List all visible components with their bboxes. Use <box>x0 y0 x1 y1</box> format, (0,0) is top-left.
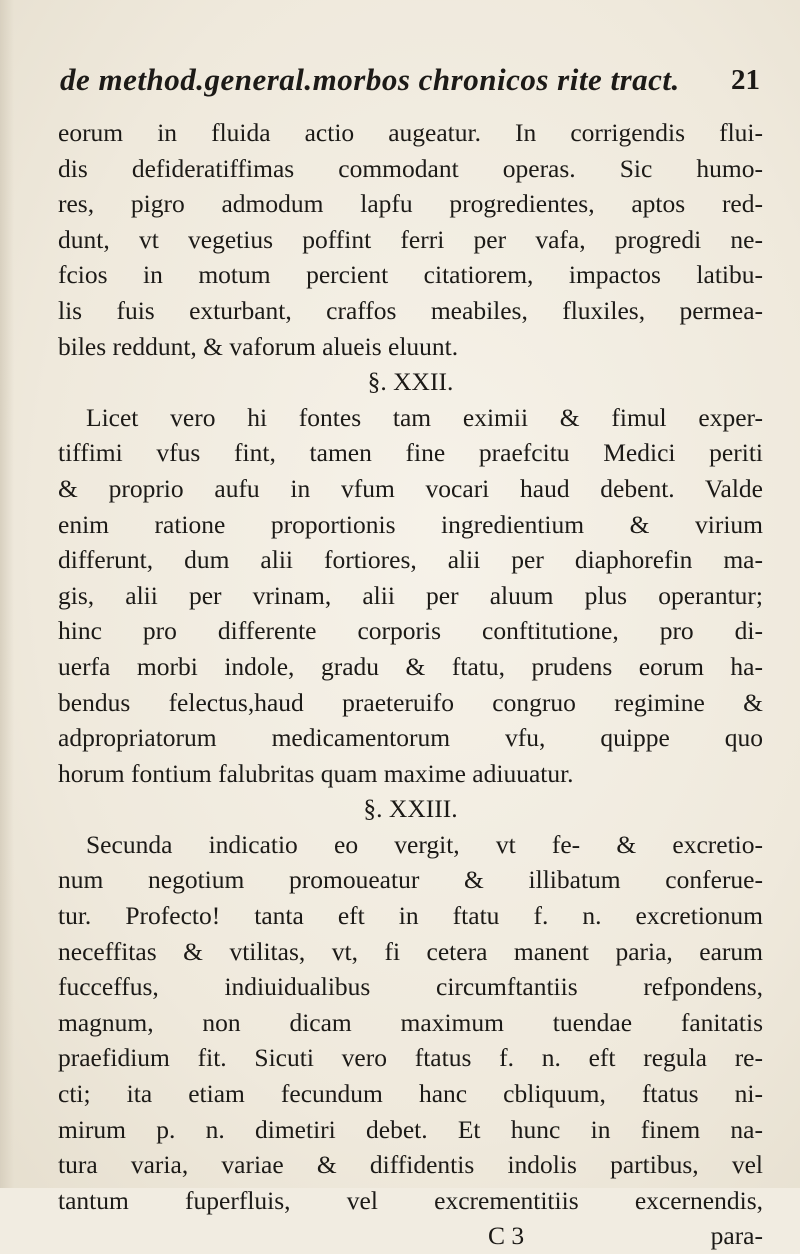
text-line: fcios in motum percient citatiorem, impactos latibu- <box>58 260 763 290</box>
text-line: adpropriatorum medicamentorum vfu, quippe quo <box>58 723 763 753</box>
text-line: cti; ita etiam fecundum hanc cbliquum, ftatus ni- <box>58 1079 763 1109</box>
paragraph-first-line: Licet vero hi fontes tam eximii & fimul exper- <box>86 402 763 432</box>
text-line: dunt, vt vegetius poffint ferri per vafa, progredi ne- <box>58 224 763 254</box>
text-line: mirum p. n. dimetiri debet. Et hunc in finem na- <box>58 1114 763 1144</box>
text-line: tiffimi vfus fint, tamen fine praefcitu Medici periti <box>58 438 763 468</box>
text-line: gis, alii per vrinam, alii per aluum plus operantur; <box>58 580 763 610</box>
page-footer <box>58 1218 763 1254</box>
text-line: praefidium fit. Sicuti vero ftatus f. n. eft regula re- <box>58 1043 763 1073</box>
text-line: & proprio aufu in vfum vocari haud debent. Valde <box>58 473 763 503</box>
text-line: fucceffus, indiuidualibus circumftantiis refpondens, <box>58 972 763 1002</box>
paragraph-first-line: Secunda indicatio eo vergit, vt fe- & excretio- <box>86 829 763 859</box>
running-head <box>60 62 760 106</box>
signature-mark: C 3 <box>488 1221 525 1251</box>
text-line: num negotium promoueatur & illibatum conferue- <box>58 865 763 895</box>
text-line: dis defideratiffimas commodant operas. Sic humo- <box>58 153 763 183</box>
catchword: para- <box>710 1221 763 1251</box>
running-head-title: de method.general.morbos chronicos rite tract. <box>60 62 680 97</box>
text-line: enim ratione proportionis ingredientium & virium <box>58 509 763 539</box>
text-line: tur. Profecto! tanta eft in ftatu f. n. excretionum <box>58 901 763 931</box>
text-line: magnum, non dicam maximum tuendae fanitatis <box>58 1007 763 1037</box>
binding-shadow <box>0 0 14 1188</box>
text-line: lis fuis exturbant, craffos meabiles, fluxiles, permea- <box>58 295 763 325</box>
section-heading: §. XXII. <box>367 367 454 397</box>
text-line: neceffitas & vtilitas, vt, fi cetera manent paria, earum <box>58 936 763 966</box>
text-line: tantum fuperfluis, vel excrementitiis excernendis, <box>58 1185 763 1215</box>
text-line: horum fontium falubritas quam maxime adiuuatur. <box>58 758 574 788</box>
page-number: 21 <box>731 64 760 96</box>
text-line: uerfa morbi indole, gradu & ftatu, prudens eorum ha- <box>58 651 763 681</box>
text-line: hinc pro differente corporis conftitutione, pro di- <box>58 616 763 646</box>
text-line: differunt, dum alii fortiores, alii per diaphorefin ma- <box>58 545 763 575</box>
text-line: res, pigro admodum lapfu progredientes, aptos red- <box>58 189 763 219</box>
text-line: bendus felectus,haud praeteruifo congruo regimine & <box>58 687 763 717</box>
text-line: biles reddunt, & vaforum alueis eluunt. <box>58 331 459 361</box>
text-line: eorum in fluida actio augeatur. In corrigendis flui- <box>58 118 763 147</box>
section-heading: §. XXIII. <box>363 794 458 824</box>
body-text <box>58 115 763 1254</box>
text-line: tura varia, variae & diffidentis indolis partibus, vel <box>58 1150 763 1180</box>
